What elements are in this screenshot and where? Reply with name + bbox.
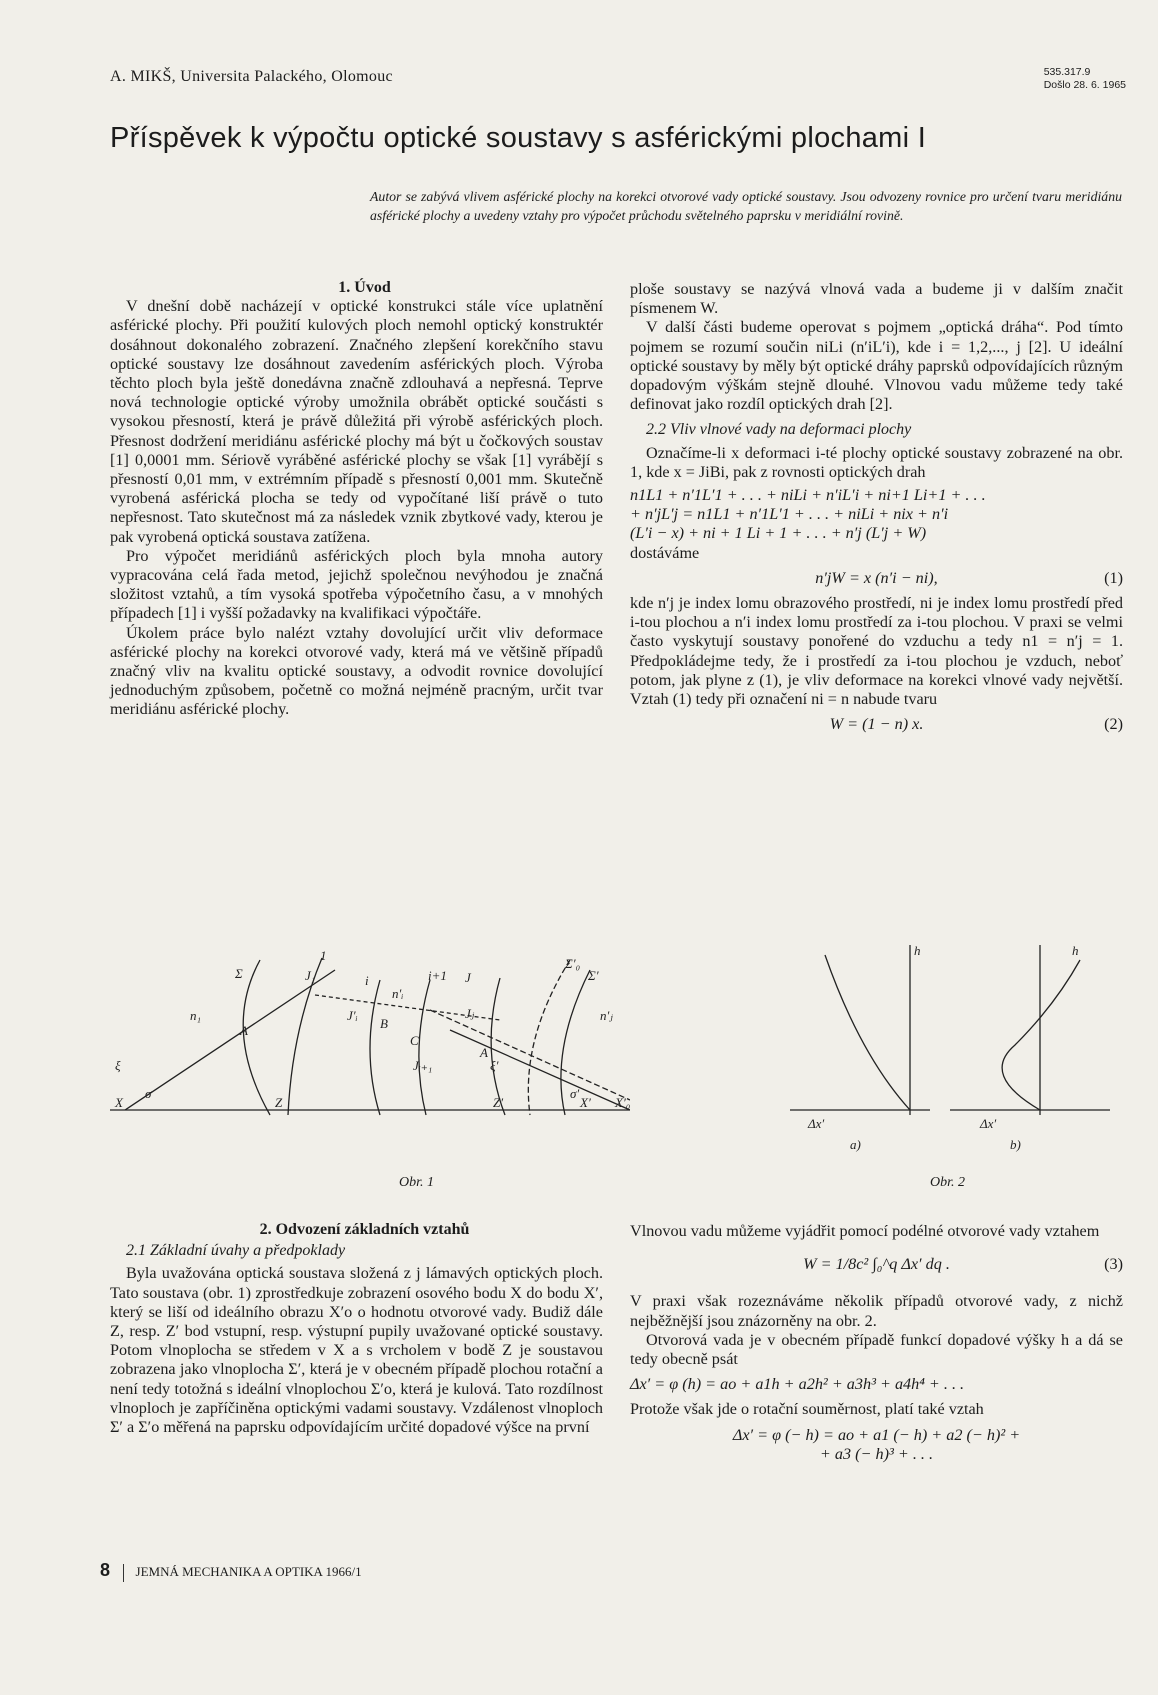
equation-text: W = (1 − n) x. bbox=[829, 715, 924, 734]
svg-text:Δx′: Δx′ bbox=[808, 1116, 825, 1131]
equation-3 bbox=[630, 1255, 1123, 1274]
subsection-heading: 2.2 Vliv vlnové vady na deformaci plochy bbox=[646, 421, 912, 439]
exit-ray bbox=[450, 1030, 630, 1110]
equation-number: (3) bbox=[1104, 1255, 1123, 1274]
svg-text:i: i bbox=[365, 973, 369, 988]
svg-text:J: J bbox=[465, 970, 471, 985]
equation-line: + n′jL′j = n1L1 + n′1L′1 + . . . + niLi + nix + n′i bbox=[630, 505, 949, 524]
svg-text:1: 1 bbox=[320, 950, 327, 963]
equation-number: (2) bbox=[1104, 715, 1123, 734]
right-column-bottom bbox=[630, 1222, 1123, 1470]
svg-text:ξ: ξ bbox=[115, 1058, 121, 1073]
fig2b-curve bbox=[1002, 960, 1080, 1110]
svg-text:A: A bbox=[240, 1023, 248, 1038]
author-line: A. MIKŠ, Universita Palackého, Olomouc bbox=[110, 68, 393, 85]
paragraph: Úkolem práce bylo nalézt vztahy dovolující určit vliv deformace asférické plochy na korekci otvorové vady, která má ve většině případů značný vliv na kvalitu optické soustavy, a odvodit rovnice dovolující jednoduchým způsobem, početně co možná nejméně pracným, určit tvar meridiánu asférické plochy. bbox=[110, 623, 603, 719]
ideal-ray bbox=[430, 1010, 630, 1100]
paragraph: Otvorová vada je v obecném případě funkcí dopadové výšky h a dá se tedy obecně psát bbox=[630, 1330, 1123, 1369]
svg-text:i+1: i+1 bbox=[428, 968, 447, 983]
svg-text:Δx′: Δx′ bbox=[980, 1116, 997, 1131]
equation-block bbox=[630, 486, 1123, 544]
paragraph: V dnešní době nacházejí v optické konstrukci stále více uplatnění asférické plochy. Při použití kulových ploch nemohl optický konstruktér dosáhnout dokonalého zobrazení. Značného zlepšení korekčního stavu optické soustavy lze dosáhnout zavedením asférických ploch. Výroba těchto ploch byla ještě donedávna značně zdlouhavá a nepřesná. Teprve nová technologie optické výroby umožnila obrábět optické součásti s vysokou přesností, která je právě důležitá při výrobě asférických ploch. Přesnost dodržení meridiánu asférické plochy má být u čočkových soustav [1] 0,0001 mm. Sériově vyráběné asférické plochy se však [1] vyrábějí s přesností 0,01 mm, v extrémním případě s přesností 0,001 mm. Skutečně vyrobená asférická plocha se tedy od vypočítané liší právě o tuto nepřesnost. Tato skutečnost má za následek vznik zbytkové vady, kterou je pak vyrobená optická soustava zatížena. bbox=[110, 297, 603, 546]
svg-text:X′: X′ bbox=[580, 1095, 591, 1110]
equation-number: (1) bbox=[1104, 568, 1123, 587]
figure-2-labels bbox=[807, 943, 1079, 1152]
svg-text:σ: σ bbox=[145, 1086, 152, 1101]
svg-text:Z′: Z′ bbox=[493, 1095, 504, 1110]
equation-4: Δx′ = φ (h) = ao + a1h + a2h² + a3h³ + a4h⁴ + . . . bbox=[630, 1375, 965, 1394]
surface-i1 bbox=[419, 980, 430, 1115]
subsection-heading: 2.1 Základní úvahy a předpoklady bbox=[126, 1242, 346, 1260]
udc-number: 535.317.9 bbox=[1043, 66, 1091, 78]
svg-text:Jᵢ₊₁: Jᵢ₊₁ bbox=[413, 1058, 433, 1073]
paragraph: ploše soustavy se nazývá vlnová vada a budeme ji v dalším značit písmenem W. bbox=[630, 280, 1123, 318]
svg-text:n′ᵢ: n′ᵢ bbox=[392, 986, 404, 1001]
paragraph: dostáváme bbox=[630, 543, 700, 562]
article-title: Příspěvek k výpočtu optické soustavy s asférickými plochami I bbox=[110, 122, 927, 154]
paragraph: Protože však jde o rotační souměrnost, platí také vztah bbox=[630, 1400, 984, 1419]
paragraph: Označíme-li x deformaci i-té plochy optické soustavy zobrazené na obr. 1, kde x = JiBi, pak z rovnosti optických drah bbox=[630, 443, 1123, 481]
equation-5: Δx′ = φ (− h) = ao + a1 (− h) + a2 (− h)² + bbox=[732, 1425, 1021, 1444]
svg-text:A: A bbox=[480, 1045, 488, 1060]
footer-divider bbox=[123, 1564, 124, 1582]
figure-2 bbox=[790, 935, 1110, 1155]
equation-line: n1L1 + n′1L′1 + . . . + niLi + n′iL′i + ni+1 Li+1 + . . . bbox=[630, 486, 986, 505]
page-footer bbox=[100, 1560, 362, 1582]
wavefront-sigma0 bbox=[528, 960, 570, 1115]
paragraph: V další části budeme operovat s pojmem „optická dráha“. Pod tímto pojmem se rozumí součin niLi (n′iL′i), kde i = 1,2,..., j [2]. U ideální optické soustavy by měly být optické dráhy paprsků odpovídajících různým dopadovým výškám stejně dlouhé. Vlnovou vadu můžeme tedy také definovat jako rozdíl optických drah [2]. bbox=[630, 318, 1123, 414]
svg-text:b): b) bbox=[1010, 1137, 1021, 1152]
svg-text:ξ′: ξ′ bbox=[490, 1058, 499, 1073]
left-column-top bbox=[110, 278, 603, 720]
figure-2-diagram bbox=[790, 935, 1110, 1155]
paragraph: V praxi však rozeznáváme několik případů otvorové vady, z nichž nejběžnější jsou znázorněny na obr. 2. bbox=[630, 1292, 1123, 1330]
svg-text:a): a) bbox=[850, 1137, 861, 1152]
paragraph: Vlnovou vadu můžeme vyjádřit pomocí podélné otvorové vady vztahem bbox=[630, 1222, 1100, 1240]
svg-text:n₁: n₁ bbox=[190, 1008, 202, 1023]
right-column-top bbox=[630, 280, 1123, 740]
paragraph: kde n′j je index lomu obrazového prostředí, ni je index lomu prostředí před i-tou plochou a n′i index lomu prostředí za i-tou plochou. V praxi se velmi často vyskytují soustavy ponořené do vzduchu a tedy n1 = n′j = 1. Předpokládejme tedy, že i prostředí za i-tou plochou je vzduch, neboť potom, jak plyne z (1), je vliv deformace na korekci vlnové vady největší. Vztah (1) tedy při označení ni = n nabude tvaru bbox=[630, 594, 1123, 709]
incident-ray bbox=[125, 970, 335, 1110]
svg-text:J′ᵢ: J′ᵢ bbox=[347, 1008, 358, 1023]
equation-line: (L′i − x) + ni + 1 Li + 1 + . . . + n′j (L′j + W) bbox=[630, 524, 927, 543]
abstract: Autor se zabývá vlivem asférické plochy na korekci otvorové vady optické soustavy. Jsou odvozeny rovnice pro určení tvaru meridiánu asférické plochy a uvedeny vztahy pro výpočet průchodu světelného paprsku v meridiální rovině. bbox=[370, 189, 1122, 223]
svg-text:J₁: J₁ bbox=[305, 968, 316, 983]
page-number: 8 bbox=[100, 1560, 111, 1580]
equation-text: n′jW = x (n′i − ni), bbox=[815, 568, 938, 587]
svg-text:X′₀: X′₀ bbox=[615, 1095, 630, 1110]
section-heading-derivation: 2. Odvození základních vztahů bbox=[259, 1221, 470, 1238]
left-column-bottom bbox=[110, 1220, 603, 1437]
svg-text:C: C bbox=[410, 1033, 419, 1048]
figure-1 bbox=[110, 950, 630, 1120]
svg-text:n′ⱼ: n′ⱼ bbox=[600, 1008, 613, 1023]
svg-text:Σ′: Σ′ bbox=[588, 968, 599, 983]
surface-i bbox=[370, 980, 380, 1115]
svg-text:σ′: σ′ bbox=[570, 1086, 580, 1101]
paragraph: Byla uvažována optická soustava složená z j lámavých optických ploch. Tato soustava (obr. 1) zprostředkuje zobrazení osového bodu X do bodu X′, který se liší od ideálního obrazu X′o o hodnotu otvorové vady. Budiž dále Z, resp. Z′ bod vstupní, resp. výstupní pupily uvažované optické soustavy. Potom vlnoplocha se středem v X a s vrcholem v bodě Z je soustavou zobrazena jako vlnoplocha Σ′, která je v obecném případě plochou rotační a není tedy totožná s ideální vlnoplochou Σ′o, která je kulová. Tato rozdílnost vlnoploch je zapříčiněna optickými vadami soustavy. Vzdálenost vlnoploch Σ′ a Σ′o měřená na paprsku odpovídajícím určité dopadové výšce na první bbox=[110, 1264, 603, 1437]
section-heading-intro: 1. Úvod bbox=[338, 279, 391, 296]
figure-1-diagram bbox=[110, 950, 630, 1120]
svg-text:Σ: Σ bbox=[235, 966, 243, 981]
paragraph: Pro výpočet meridiánů asférických ploch byla mnoha autory vypracována celá řada metod, jejichž společnou nevýhodou je značná složitost vztahů, a tím vysoká spotřeba výpočetního času, a v mnohých případech [1] i vyšší požadavky na kvalifikaci výpočtáře. bbox=[110, 546, 603, 623]
svg-text:Jⱼ: Jⱼ bbox=[465, 1006, 475, 1021]
svg-text:Σ′₀: Σ′₀ bbox=[565, 956, 581, 971]
received-date: Došlo 28. 6. 1965 bbox=[1043, 79, 1126, 91]
svg-text:h: h bbox=[1072, 943, 1079, 958]
svg-text:Z: Z bbox=[275, 1095, 283, 1110]
svg-text:h: h bbox=[914, 943, 921, 958]
figure-1-labels bbox=[114, 950, 630, 1110]
journal-name: JEMNÁ MECHANIKA A OPTIKA 1966/1 bbox=[135, 1564, 362, 1579]
equation-5-cont: + a3 (− h)³ + . . . bbox=[819, 1444, 934, 1463]
equation-2 bbox=[630, 715, 1123, 734]
figure-1-caption: Obr. 1 bbox=[399, 1175, 435, 1190]
figure-2-caption: Obr. 2 bbox=[930, 1175, 966, 1190]
classification-code bbox=[1044, 66, 1126, 92]
equation-text: W = 1/8c² ∫₀^q Δx′ dq . bbox=[803, 1255, 950, 1274]
fig2a-curve bbox=[825, 955, 910, 1110]
equation-1 bbox=[630, 569, 1123, 588]
svg-text:B: B bbox=[380, 1016, 388, 1031]
svg-text:X: X bbox=[115, 1095, 123, 1110]
